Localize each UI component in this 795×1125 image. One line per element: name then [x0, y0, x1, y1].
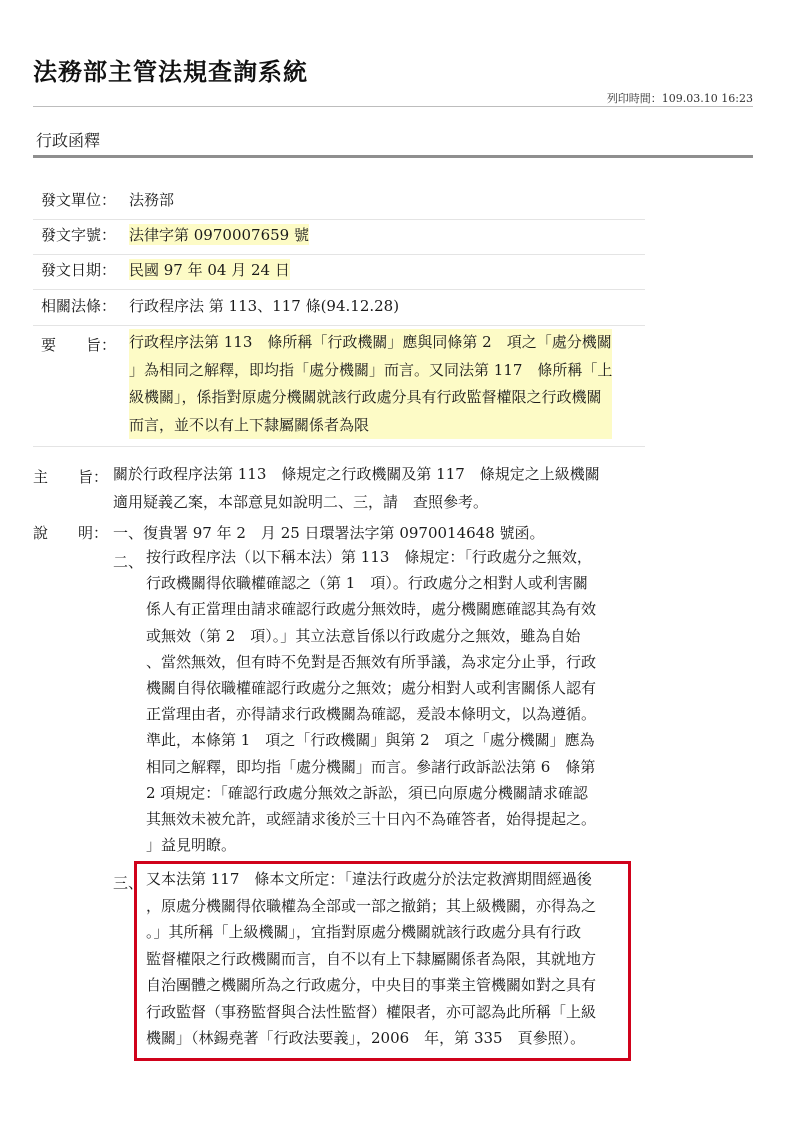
item2-line: 係人有正當理由請求確認行政處分無效時，處分機關應確認其為有效: [146, 600, 597, 619]
item2-line: 機關自得依職權確認行政處分之無效；處分相對人或利害關係人認有: [146, 678, 597, 697]
explain-item-1: 一、復貴署 97 年 2 月 25 日環署法字第 0970014648 號函。: [113, 524, 545, 542]
item2-line: 或無效（第 2 項）。」其立法意旨係以行政處分之無效，雖為自始: [146, 626, 581, 645]
summary-line: 而言，並不以有上下隸屬關係者為限: [129, 415, 370, 434]
item3-line: 。」其所稱「上級機關」，宜指對原處分機關就該行政處分具有行政: [146, 923, 582, 941]
item3-line: ，原處分機關得依職權為全部或一部之撤銷；其上級機關，亦得為之: [146, 896, 597, 915]
item2-marker: 二、: [113, 553, 144, 571]
item2-line: 準此，本條第 1 項之「行政機關」與第 2 項之「處分機關」應為: [146, 731, 595, 750]
summary-label: 要 旨：: [41, 336, 117, 354]
meta-row-date: [33, 259, 645, 290]
subject-text: [113, 460, 600, 516]
summary-line: 級機關」，係指對原處分機關就該行政處分具有行政監督權限之行政機關: [129, 388, 602, 406]
subject-label: 主 旨：: [33, 468, 109, 486]
print-time: 列印時間：109.03.10 16:23: [606, 92, 753, 105]
site-title: 法務部主管法規查詢系統: [33, 58, 308, 86]
item2-line: 正當理由者，亦得請求行政機關為確認，爰設本條明文，以為遵循。: [146, 705, 597, 724]
meta-row-summary: [33, 334, 645, 447]
subject-line: 適用疑義乙案，本部意見如說明二、三，請 查照參考。: [113, 493, 489, 511]
item2-line: 2 項規定：「確認行政處分無效之訴訟，須已向原處分機關請求確認: [146, 783, 588, 802]
item2-line: 行政機關得依職權確認之（第 1 項）。行政處分之相對人或利害關: [146, 574, 588, 593]
item3-line: 機關」（林錫堯著「行政法要義」，2006 年，第 335 頁參照）。: [146, 1029, 586, 1047]
item3-line: 監督權限之行政機關而言，自不以有上下隸屬關係者為限，其就地方: [146, 949, 597, 968]
item2-line: 其無效未被允許，或經請求後於三十日內不為確答者，始得提起之。: [146, 809, 597, 828]
explain-item-2: [146, 544, 596, 858]
annotation-box: [134, 861, 631, 1061]
section-title: 行政函釋: [36, 131, 101, 150]
date-value: 民國 97 年 04 月 24 日: [129, 261, 290, 279]
item3-line: 又本法第 117 條本文所定：「違法行政處分於法定救濟期間經過後: [146, 870, 592, 888]
unit-value: 法務部: [129, 191, 175, 209]
meta-row-docno: [33, 224, 645, 255]
subject-line: 關於行政程序法第 113 條規定之行政機關及第 117 條規定之上級機關: [113, 465, 600, 483]
section-divider: [33, 155, 753, 158]
item2-line: 」益見明瞭。: [146, 836, 237, 855]
item2-line: 相同之解釋，即均指「處分機關」而言。參諸行政訴訟法第 6 條第: [146, 757, 596, 776]
item3-line: 行政監督（事務監督與合法性監督）權限者，亦可認為此所稱「上級: [146, 1002, 597, 1021]
docno-value: 法律字第 0970007659 號: [129, 226, 309, 244]
date-label: 發文日期：: [41, 261, 117, 279]
explain-label: 說 明：: [33, 524, 109, 542]
law-value: 行政程序法 第 113、117 條(94.12.28): [129, 297, 400, 315]
meta-row-unit: [33, 189, 645, 220]
docno-label: 發文字號：: [41, 226, 117, 244]
unit-label: 發文單位：: [41, 191, 117, 209]
item3-marker: 三、: [113, 874, 144, 892]
meta-row-law: [33, 295, 645, 326]
law-label: 相關法條：: [41, 297, 117, 315]
item2-line: 、當然無效，但有時不免對是否無效有所爭議，為求定分止爭，行政: [146, 652, 597, 671]
summary-line: 行政程序法第 113 條所稱「行政機關」應與同條第 2 項之「處分機關: [129, 333, 612, 351]
summary-line: 」為相同之解釋，即均指「處分機關」而言。又同法第 117 條所稱「上: [129, 360, 613, 379]
item3-line: 自治團體之機關所為之行政處分，中央目的事業主管機關如對之具有: [146, 976, 597, 994]
item2-line: 按行政程序法（以下稱本法）第 113 條規定：「行政處分之無效，: [146, 548, 592, 566]
header-divider: [33, 106, 753, 107]
summary-text: [129, 329, 612, 439]
